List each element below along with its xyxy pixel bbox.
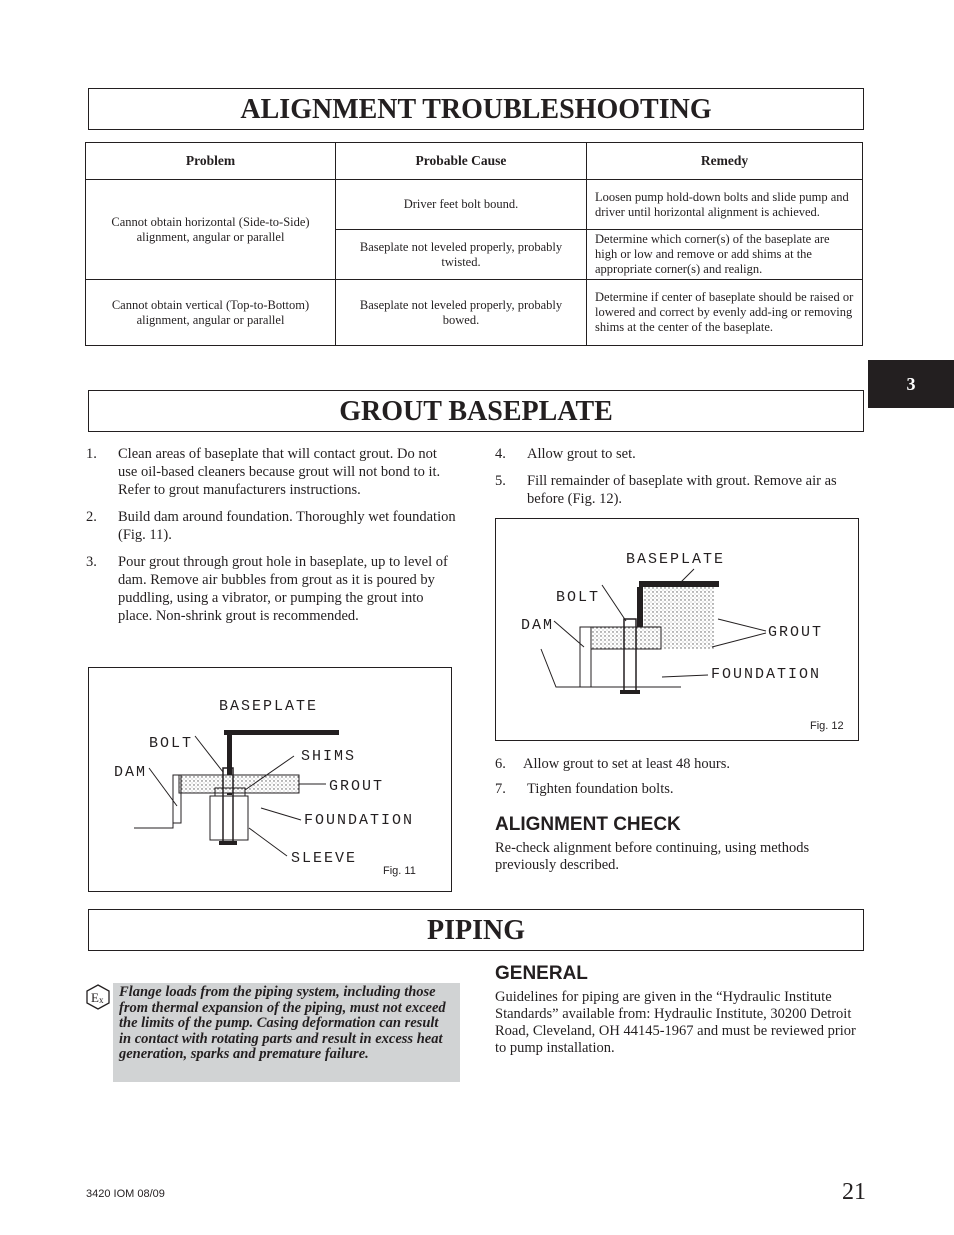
- leader-line: [662, 675, 708, 677]
- svg-text:x: x: [99, 995, 104, 1005]
- label-grout: GROUT: [768, 624, 824, 641]
- footer-doc-id: 3420 IOM 08/09: [86, 1188, 165, 1200]
- table-cell-cause: Baseplate not leveled properly, probably twisted.: [336, 230, 587, 280]
- label-foundation: FOUNDATION: [304, 812, 415, 829]
- svg-text:E: E: [91, 990, 99, 1005]
- leader-line: [712, 633, 766, 647]
- general-text: Guidelines for piping are given in the “Hydraulic Institute Standards” available from: Hydraulic Institute, 30200 Detroit Road, Cleveland, OH 44145-1967 and must be reviewed prior to pump installation.: [495, 989, 856, 1056]
- section-title-alignment-troubleshooting: ALIGNMENT TROUBLESHOOTING: [88, 88, 864, 130]
- table-cell-cause: Driver feet bolt bound.: [336, 180, 587, 230]
- step-text: Allow grout to set.: [527, 446, 636, 462]
- figure-11-diagram: [89, 668, 450, 890]
- list-item: [495, 780, 863, 798]
- list-item: [86, 445, 458, 499]
- figure-12-caption: Fig. 12: [810, 720, 844, 732]
- label-baseplate: BASEPLATE: [626, 551, 726, 568]
- list-item: [495, 755, 863, 773]
- step-number: 6.: [495, 756, 506, 772]
- table-header-remedy: Remedy: [587, 143, 863, 180]
- list-item: [86, 553, 458, 625]
- alignment-check-text: Re-check alignment before continuing, using methods previously described.: [495, 840, 810, 873]
- leader-line: [718, 619, 766, 631]
- label-baseplate: BASEPLATE: [219, 698, 319, 715]
- step-number: 5.: [495, 473, 506, 489]
- leader-line: [249, 828, 287, 856]
- dam-board: [580, 627, 591, 687]
- step-number: 2.: [86, 509, 97, 525]
- step-text: Fill remainder of baseplate with grout. Remove air as before (Fig. 12).: [527, 473, 837, 507]
- foundation-outline: [541, 649, 681, 687]
- grout-fill-lower: [591, 627, 661, 649]
- bolt-foot: [620, 690, 640, 694]
- list-item: [86, 508, 458, 544]
- page-number: 21: [842, 1179, 866, 1205]
- foundation-outline: [134, 796, 173, 828]
- step-text: Build dam around foundation. Thoroughly wet foundation (Fig. 11).: [118, 509, 456, 543]
- label-dam: DAM: [114, 764, 148, 781]
- table-cell-remedy: Determine which corner(s) of the baseplate are high or low and remove or add shims at the appropriate corner(s) and realign.: [587, 230, 863, 280]
- figure-11-caption: Fig. 11: [383, 865, 416, 877]
- label-foundation: FOUNDATION: [711, 666, 822, 683]
- step-text: Tighten foundation bolts.: [527, 781, 674, 797]
- table-cell-problem: Cannot obtain vertical (Top-to-Bottom) alignment, angular or parallel: [86, 280, 336, 346]
- grout-steps-after: [495, 755, 863, 807]
- figure-12: [495, 518, 859, 741]
- list-item: [495, 472, 863, 508]
- label-shims: SHIMS: [301, 748, 357, 765]
- leader-line: [195, 736, 223, 772]
- section-title-grout-baseplate: GROUT BASEPLATE: [88, 390, 864, 432]
- label-grout: GROUT: [329, 778, 385, 795]
- bolt-foot: [219, 841, 237, 845]
- label-bolt: BOLT: [149, 735, 194, 752]
- table-header-problem: Problem: [86, 143, 336, 180]
- baseplate-flange: [224, 730, 339, 735]
- chapter-tab: 3: [868, 360, 954, 408]
- warning-box: Flange loads from the piping system, including those from thermal expansion of the piping, must not exceed the limits of the pump. Casing deformation can result in contact with rotating parts and result in excess heat generation, sparks and premature failure.: [113, 983, 460, 1082]
- table-header-cause: Probable Cause: [336, 143, 587, 180]
- leader-line: [261, 808, 301, 820]
- table-cell-remedy: Determine if center of baseplate should be raised or lowered and correct by evenly add-ing or removing shims at the center of the baseplate.: [587, 280, 863, 346]
- step-number: 7.: [495, 781, 506, 797]
- table-cell-cause: Baseplate not leveled properly, probably bowed.: [336, 280, 587, 346]
- figure-11: [88, 667, 452, 892]
- label-sleeve: SLEEVE: [291, 850, 358, 867]
- table-cell-remedy: Loosen pump hold-down bolts and slide pump and driver until horizontal alignment is achieved.: [587, 180, 863, 230]
- table-cell-problem: Cannot obtain horizontal (Side-to-Side) alignment, angular or parallel: [86, 180, 336, 280]
- section-title-piping: PIPING: [88, 909, 864, 951]
- figure-12-diagram: [496, 519, 857, 739]
- step-text: Clean areas of baseplate that will contact grout. Do not use oil-based cleaners because grout will not bond to it. Refer to grout manufacturers instructions.: [118, 446, 441, 498]
- step-text: Allow grout to set at least 48 hours.: [523, 756, 731, 772]
- troubleshooting-table: [85, 142, 863, 346]
- leader-line: [602, 585, 626, 621]
- list-item: [495, 445, 863, 463]
- step-text: Pour grout through grout hole in baseplate, up to level of dam. Remove air bubbles from grout as it is poured by puddling, using a vibrator, or pumping the grout into place. Non-shrink grout is recommended.: [118, 554, 448, 624]
- grout-steps-right: [495, 445, 863, 517]
- grout-steps-left: [86, 445, 458, 634]
- sleeve: [210, 796, 248, 840]
- ex-hexagon-icon: [84, 983, 112, 1011]
- heading-general: GENERAL: [495, 963, 588, 984]
- grout-fill: [179, 775, 299, 793]
- step-number: 3.: [86, 554, 97, 570]
- step-number: 4.: [495, 446, 506, 462]
- heading-alignment-check: ALIGNMENT CHECK: [495, 814, 681, 835]
- step-number: 1.: [86, 446, 97, 462]
- label-bolt: BOLT: [556, 589, 601, 606]
- label-dam: DAM: [521, 617, 555, 634]
